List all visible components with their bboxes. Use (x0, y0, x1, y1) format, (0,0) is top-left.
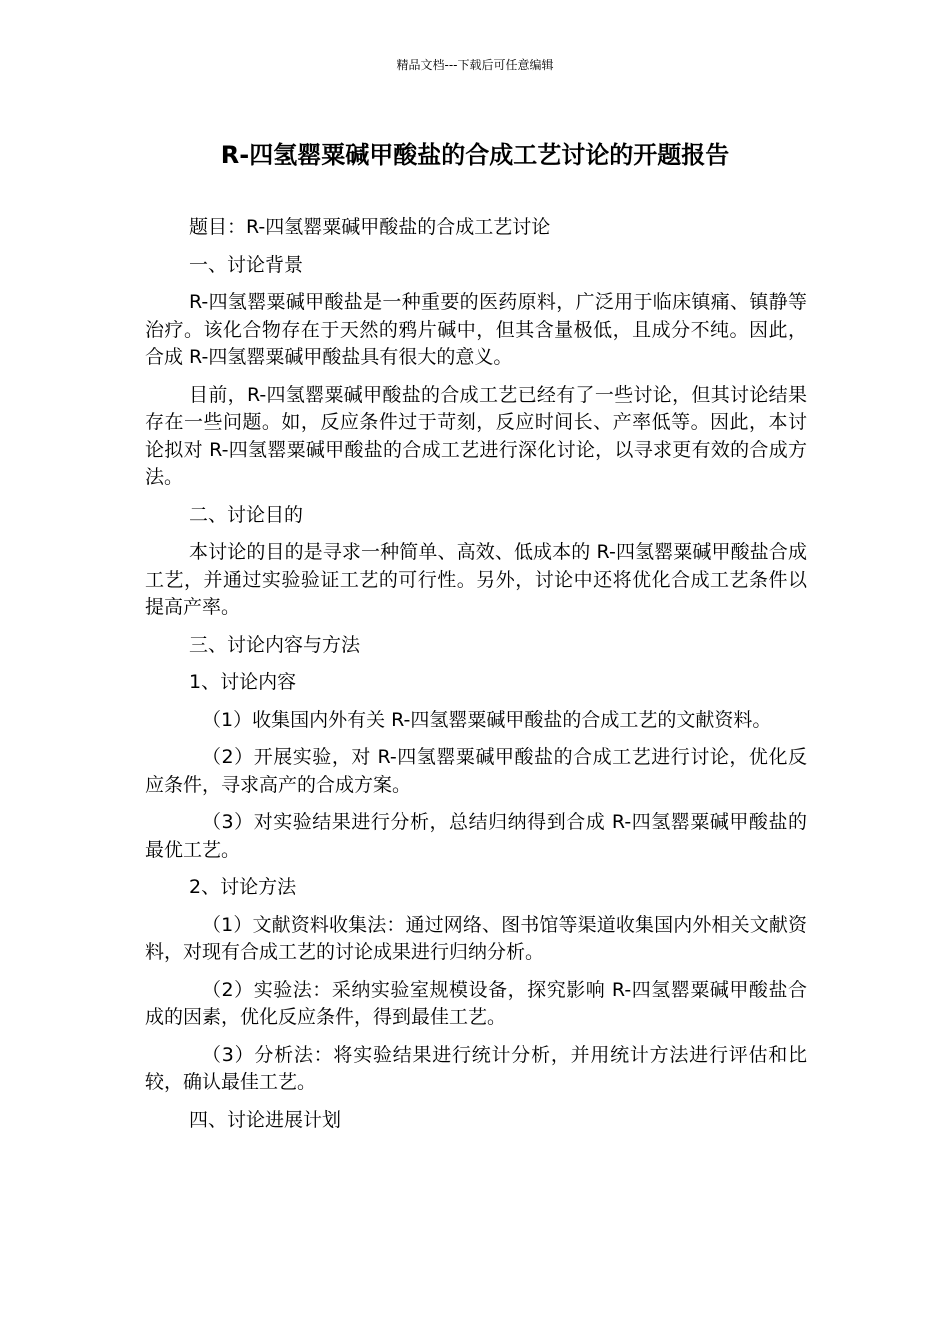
section-heading-schedule: 四、讨论进展计划 (189, 1108, 342, 1131)
topic-line: 题目：R-四氢罂粟碱甲酸盐的合成工艺讨论 (189, 216, 551, 238)
background-paragraph-2: 目前，R-四氢罂粟碱甲酸盐的合成工艺已经有了一些讨论，但其讨论结果存在一些问题。如，反应条件过于苛刻，反应时间长、产率低等。因此，本讨论拟对 R-四氢罂粟碱甲酸盐的合成工艺进行深化讨论，以寻求更有效的合成方法。 (145, 383, 807, 488)
method-item-3: （3）分析法：将实验结果进行统计分析，并用统计方法进行评估和比较，确认最佳工艺。 (145, 1043, 807, 1093)
content-item-1: （1）收集国内外有关 R-四氢罂粟碱甲酸盐的合成工艺的文献资料。 (202, 708, 772, 731)
content-item-2: （2）开展实验，对 R-四氢罂粟碱甲酸盐的合成工艺进行讨论，优化反应条件，寻求高产的合成方案。 (145, 746, 807, 796)
document-body (145, 214, 807, 1144)
subheading-content: 1、讨论内容 (189, 671, 297, 693)
section-heading-purpose: 二、讨论目的 (189, 503, 304, 526)
content-item-3: （3）对实验结果进行分析，总结归纳得到合成 R-四氢罂粟碱甲酸盐的最优工艺。 (145, 811, 807, 861)
document-title: R-四氢罂粟碱甲酸盐的合成工艺讨论的开题报告 (220, 141, 730, 169)
purpose-paragraph: 本讨论的目的是寻求一种简单、高效、低成本的 R-四氢罂粟碱甲酸盐合成工艺，并通过实验验证工艺的可行性。另外，讨论中还将优化合成工艺条件以提高产率。 (145, 541, 807, 618)
section-heading-background: 一、讨论背景 (189, 253, 304, 276)
method-item-2: （2）实验法：采纳实验室规模设备，探究影响 R-四氢罂粟碱甲酸盐合成的因素，优化反应条件，得到最佳工艺。 (145, 978, 807, 1028)
page-header: 精品文档---下载后可任意编辑 (396, 58, 554, 72)
subheading-methods: 2、讨论方法 (189, 876, 297, 898)
background-paragraph-1: R-四氢罂粟碱甲酸盐是一种重要的医药原料，广泛用于临床镇痛、镇静等治疗。该化合物存在于天然的鸦片碱中，但其含量极低，且成分不纯。因此，合成 R-四氢罂粟碱甲酸盐具有很大的意义。 (145, 291, 807, 368)
section-heading-content-methods: 三、讨论内容与方法 (189, 633, 361, 656)
method-item-1: （1）文献资料收集法：通过网络、图书馆等渠道收集国内外相关文献资料，对现有合成工艺的讨论成果进行归纳分析。 (145, 913, 807, 963)
